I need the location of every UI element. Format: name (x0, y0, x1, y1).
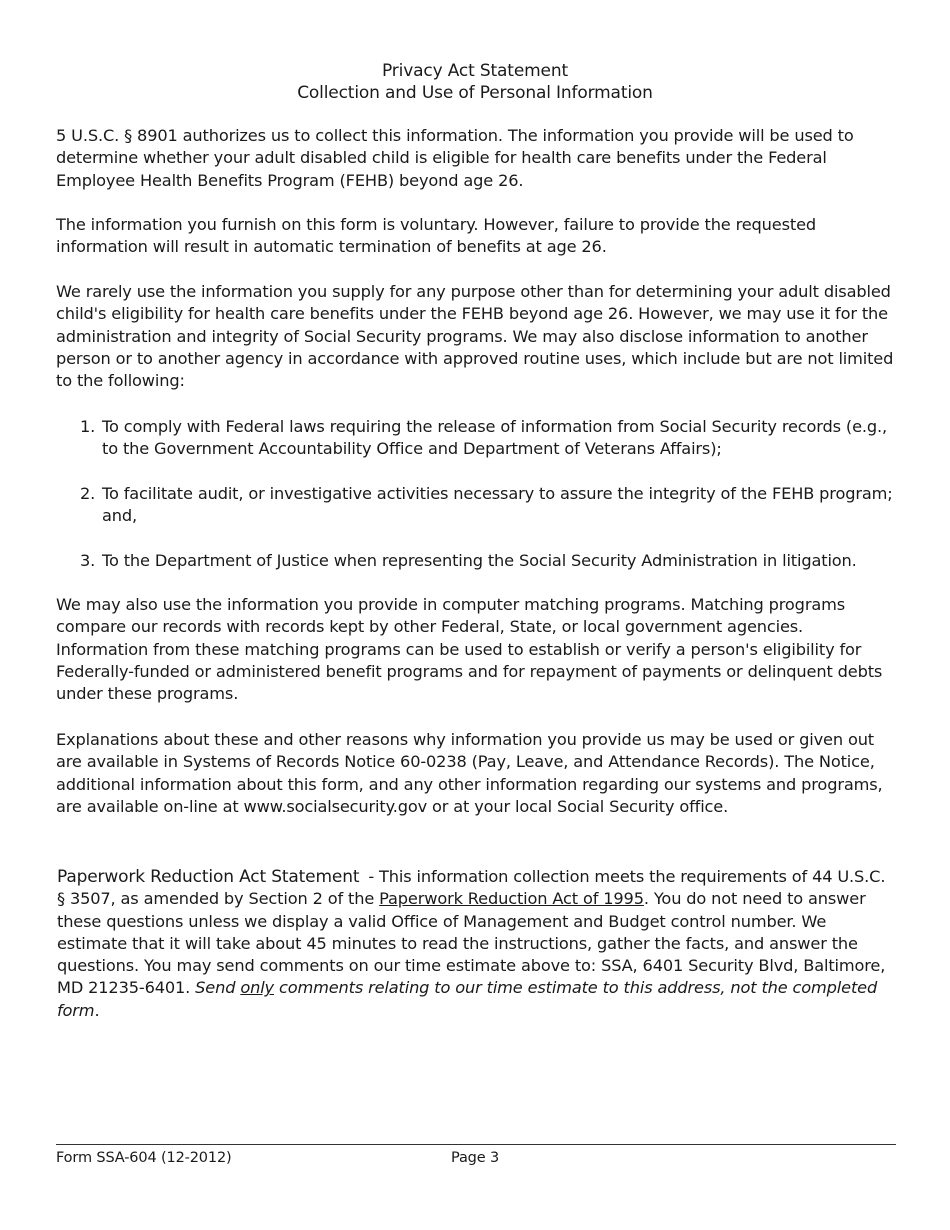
send-note-italic-rest: comments relating to our time estimate to this address, not the completed form (57, 978, 878, 1020)
paperwork-heading: Paperwork Reduction Act Statement (57, 867, 360, 887)
title-collection-use: Collection and Use of Personal Information (297, 83, 653, 103)
list-text: To facilitate audit, or investigative activities necessary to assure the integrity of the FEHB program; and, (102, 484, 893, 526)
list-number: 1. (80, 417, 96, 436)
uses-paragraph: We rarely use the information you supply for any purpose other than for determining your adult disabled child's eligibility for health care benefits under the FEHB beyond age 26. However, we may use it for the administration and integrity of Social Security programs. We may also disclose information to another person or to another agency in accordance with approved routine uses, which include but are not limited to the following: (56, 282, 894, 391)
voluntary-paragraph: The information you furnish on this form is voluntary. However, failure to provide the requested information will result in automatic termination of benefits at age 26. (56, 215, 817, 257)
paperwork-text-1: - This information collection meets the requirements of 44 U.S.C. § 3507, as amended by Section 2 of the (57, 867, 886, 909)
footer-divider (56, 1144, 896, 1145)
list-text: To the Department of Justice when representing the Social Security Administration in litigation. (102, 551, 857, 570)
list-text: To comply with Federal laws requiring the release of information from Social Security records (e.g., to the Government Accountability Office and Department of Veterans Affairs); (102, 417, 887, 459)
paperwork-reduction-statement (57, 866, 897, 1022)
page-number: Page 3 (451, 1150, 500, 1166)
document-title (0, 60, 950, 104)
only-emphasis: only (240, 978, 274, 998)
matching-paragraph: We may also use the information you provide in computer matching programs. Matching programs compare our records with records kept by other Federal, State, or local government agencies. Information from these matching programs can be used to establish or verify a person's eligibility for Federally-funded or administered benefit programs and for repayment of payments or delinquent debts under these programs. (56, 595, 883, 704)
title-privacy-act: Privacy Act Statement (381, 61, 568, 81)
authority-paragraph: 5 U.S.C. § 8901 authorizes us to collect this information. The information you provide will be used to determine whether your adult disabled child is eligible for health care benefits under the Federal Employee Health Benefits Program (FEHB) beyond age 26. (56, 126, 854, 190)
paperwork-period: . (94, 1000, 100, 1020)
list-item (80, 483, 900, 528)
list-item (80, 550, 900, 572)
list-number: 2. (80, 484, 96, 503)
list-item (80, 416, 900, 461)
explanations-paragraph: Explanations about these and other reasons why information you provide us may be used or given out are available in Systems of Records Notice 60-0238 (Pay, Leave, and Attendance Records). The Notice, additional information about this form, and any other information regarding our systems and programs, are available on-line at www.socialsecurity.gov or at your local Social Security office. (56, 730, 883, 816)
list-number: 3. (80, 551, 96, 570)
paperwork-act-reference: Paperwork Reduction Act of 1995 (379, 889, 644, 909)
paperwork-text-2: . You do not need to answer these questions unless we display a valid Office of Management and Budget control number. We estimate that it will take about 45 minutes to read the instructions, gather the facts, and answer the questions. You may send comments on our time estimate above to: SSA, 6401 Security Blvd, Baltimore, MD 21235-6401. (57, 889, 886, 998)
form-number: Form SSA-604 (12-2012) (56, 1150, 232, 1166)
send-note-italic: Send (195, 978, 241, 998)
